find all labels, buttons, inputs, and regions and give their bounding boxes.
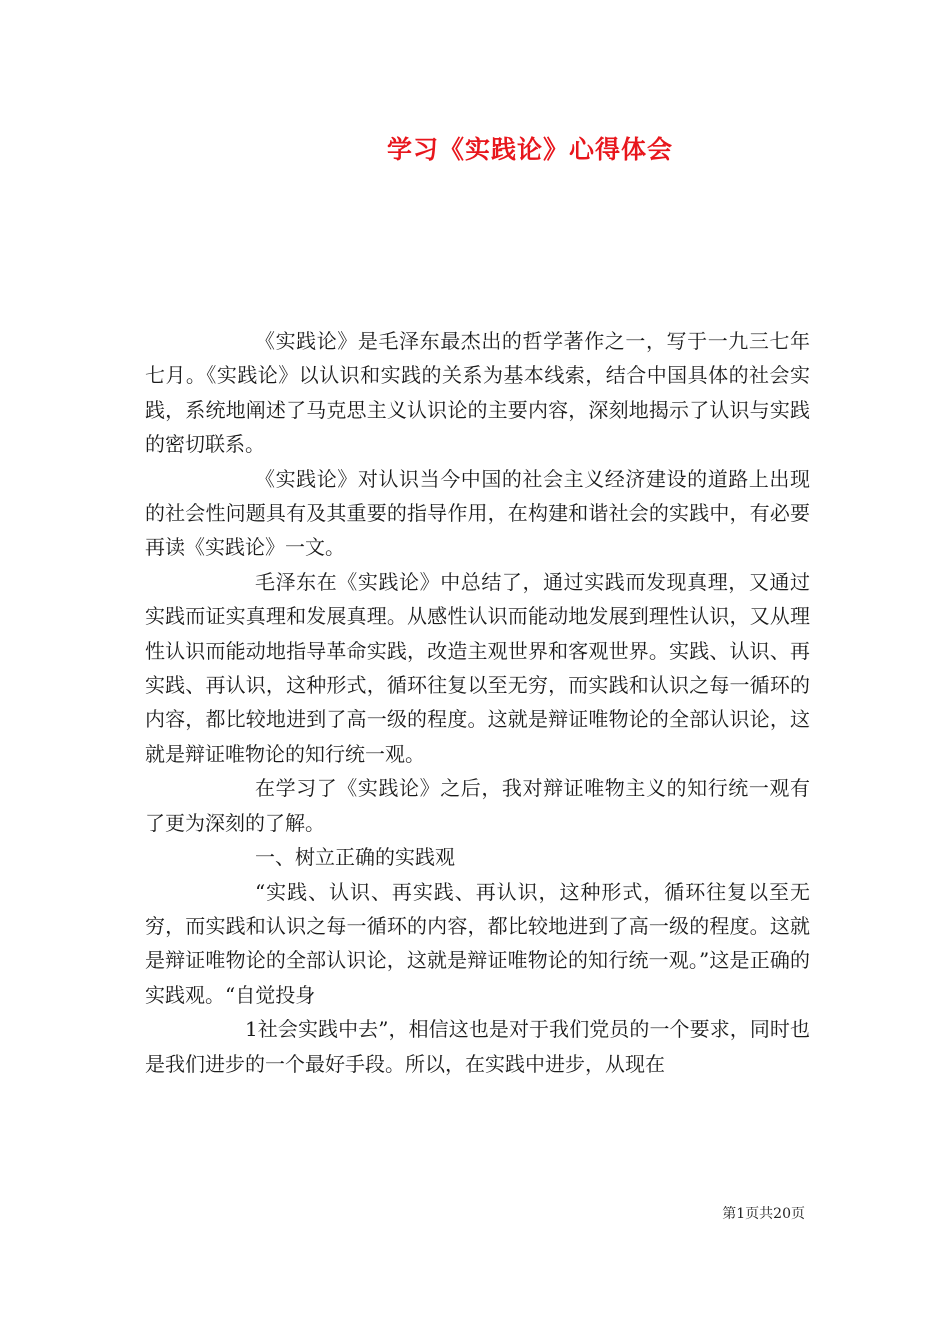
- paragraph-6: 1社会实践中去”，相信这也是对于我们党员的一个要求，同时也是我们进步的一个最好手段。所以，在实践中进步，从现在: [145, 1017, 810, 1076]
- paragraph-5: “实践、认识、再实践、再认识，这种形式，循环往复以至无穷，而实践和认识之每一循环的内容，都比较地进到了高一级的程度。这就是辩证唯物论的全部认识论，这就是辩证唯物论的知行统一观。”这是正确的实践观。“自觉投身: [145, 879, 810, 1007]
- document-body: [145, 324, 810, 1081]
- paragraph-2: 《实践论》对认识当今中国的社会主义经济建设的道路上出现的社会性问题具有及其重要的指导作用，在构建和谐社会的实践中，有必要再读《实践论》一文。: [145, 466, 810, 560]
- paragraph-1: 《实践论》是毛泽东最杰出的哲学著作之一，写于一九三七年七月。《实践论》以认识和实践的关系为基本线索，结合中国具体的社会实践，系统地阐述了马克思主义认识论的主要内容，深刻地揭示了认识与实践的密切联系。: [145, 329, 810, 457]
- section-heading-1: 一、树立正确的实践观: [255, 845, 455, 870]
- page-number-footer: 第1页共20页: [722, 1206, 805, 1222]
- document-title: 学习《实践论》心得体会: [386, 135, 673, 164]
- paragraph-3: 毛泽东在《实践论》中总结了，通过实践而发现真理，又通过实践而证实真理和发展真理。从感性认识而能动地发展到理性认识，又从理性认识而能动地指导革命实践，改造主观世界和客观世界。实践、认识、再实践、再认识，这种形式，循环往复以至无穷，而实践和认识之每一循环的内容，都比较地进到了高一级的程度。这就是辩证唯物论的全部认识论，这就是辩证唯物论的知行统一观。: [145, 569, 810, 766]
- paragraph-4: 在学习了《实践论》之后，我对辩证唯物主义的知行统一观有了更为深刻的了解。: [145, 776, 810, 835]
